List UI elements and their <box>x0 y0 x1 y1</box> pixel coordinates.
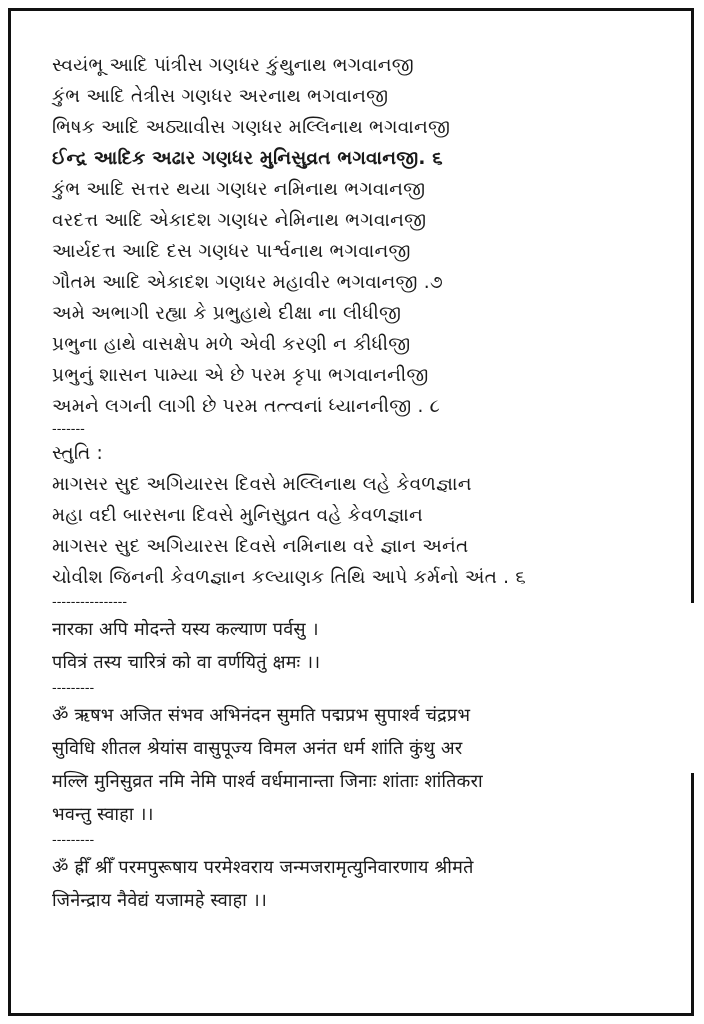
mantra-line: ॐ ऋषभ अजित संभव अभिनंदन सुमति पद्मप्रभ सुपार्श्व चंद्रप्रभ <box>52 705 471 726</box>
verse-line: ગૌતમ આદિ એકાદશ ગણધર મહાવીર ભગવાનજી .૭ <box>52 272 443 293</box>
document-body <box>52 50 672 917</box>
verse-line: કુંભ આદિ સત્તર થયા ગણધર નમિનાથ ભગવાનજી <box>52 179 426 200</box>
stanza-6 <box>52 50 672 174</box>
stuti-line: મહા વદી બારસના દિવસે મુનિસુવ્રત વહે કેવળજ્ઞાન <box>52 505 424 526</box>
shanti-mantra <box>52 699 672 831</box>
stuti-line: માગસર સુદ અગિયારસ દિવસે મલ્લિનાથ લહે કેવળજ્ઞાન <box>52 474 472 495</box>
separator: --------- <box>52 833 95 848</box>
sanskrit-verse <box>52 613 672 679</box>
naivedya-mantra <box>52 851 672 917</box>
border-gap <box>689 603 695 773</box>
verse-line: કુંભ આદિ તેત્રીસ ગણધર અરનાથ ભગવાનજી <box>52 86 389 107</box>
sanskrit-line: पवित्रं तस्य चारित्रं को वा वर्णयितुं क्षमः ।। <box>52 652 321 673</box>
verse-line: સ્વયંભૂ આદિ પાંત્રીસ ગણધર કુંથુનાથ ભગવાનજી <box>52 55 414 76</box>
mantra-line: ॐ ह्रीँ श्रीँ परमपुरूषाय परमेश्वराय जन्मजरामृत्युनिवारणाय श्रीमते <box>52 857 474 878</box>
stuti-line: ચોવીશ જિનની કેવળજ્ઞાન કલ્યાણક તિથિ આપે કર્મનો અંત . ૬ <box>52 567 526 588</box>
stanza-8 <box>52 298 672 422</box>
verse-line: પ્રભુનું શાસન પામ્યા એ છે પરમ કૃપા ભગવાનનીજી <box>52 365 429 386</box>
mantra-line: मल्लि मुनिसुव्रत नमि नेमि पार्श्व वर्धमानान्ता जिनाः शांताः शांतिकरा <box>52 771 483 792</box>
verse-line: વરદત્ત આદિ એકાદશ ગણધર નેમિનાથ ભગવાનજી <box>52 210 427 231</box>
stuti-line: માગસર સુદ અગિયારસ દિવસે નમિનાથ વરે જ્ઞાન અનંત <box>52 536 469 557</box>
verse-line: ભિષક આદિ અઠ્યાવીસ ગણધર મલ્લિનાથ ભગવાનજી <box>52 117 451 138</box>
separator: ---------------- <box>52 595 128 610</box>
verse-line: અમને લગની લાગી છે પરમ તત્ત્વનાં ધ્યાનનીજી . ૮ <box>52 396 441 417</box>
stuti-heading: સ્તુતિ : <box>52 443 103 464</box>
verse-line: અમે અભાગી રહ્યા કે પ્રભુહાથે દીક્ષા ના લીધીજી <box>52 303 402 324</box>
mantra-line: भवन्तु स्वाहा ।। <box>52 804 154 825</box>
verse-line-bold: ઈન્દ્ર આદિક અઢાર ગણધર મુનિસુવ્રત ભગવાનજી. ૬ <box>52 148 443 169</box>
stuti-section <box>52 438 672 593</box>
stanza-7 <box>52 174 672 298</box>
separator: --------- <box>52 681 95 696</box>
verse-line: આર્યદત્ત આદિ દસ ગણધર પાર્શ્વનાથ ભગવાનજી <box>52 241 411 262</box>
separator: ------- <box>52 422 85 437</box>
mantra-line: सुविधि शीतल श्रेयांस वासुपूज्य विमल अनंत धर्म शांति कुंथु अर <box>52 738 463 759</box>
sanskrit-line: नारका अपि मोदन्ते यस्य कल्याण पर्वसु । <box>52 619 319 640</box>
mantra-line: जिनेन्द्राय नैवेद्यं यजामहे स्वाहा ।। <box>52 890 267 911</box>
verse-line: પ્રભુના હાથે વાસક્ષેપ મળે એવી કરણી ન કીધીજી <box>52 334 411 355</box>
